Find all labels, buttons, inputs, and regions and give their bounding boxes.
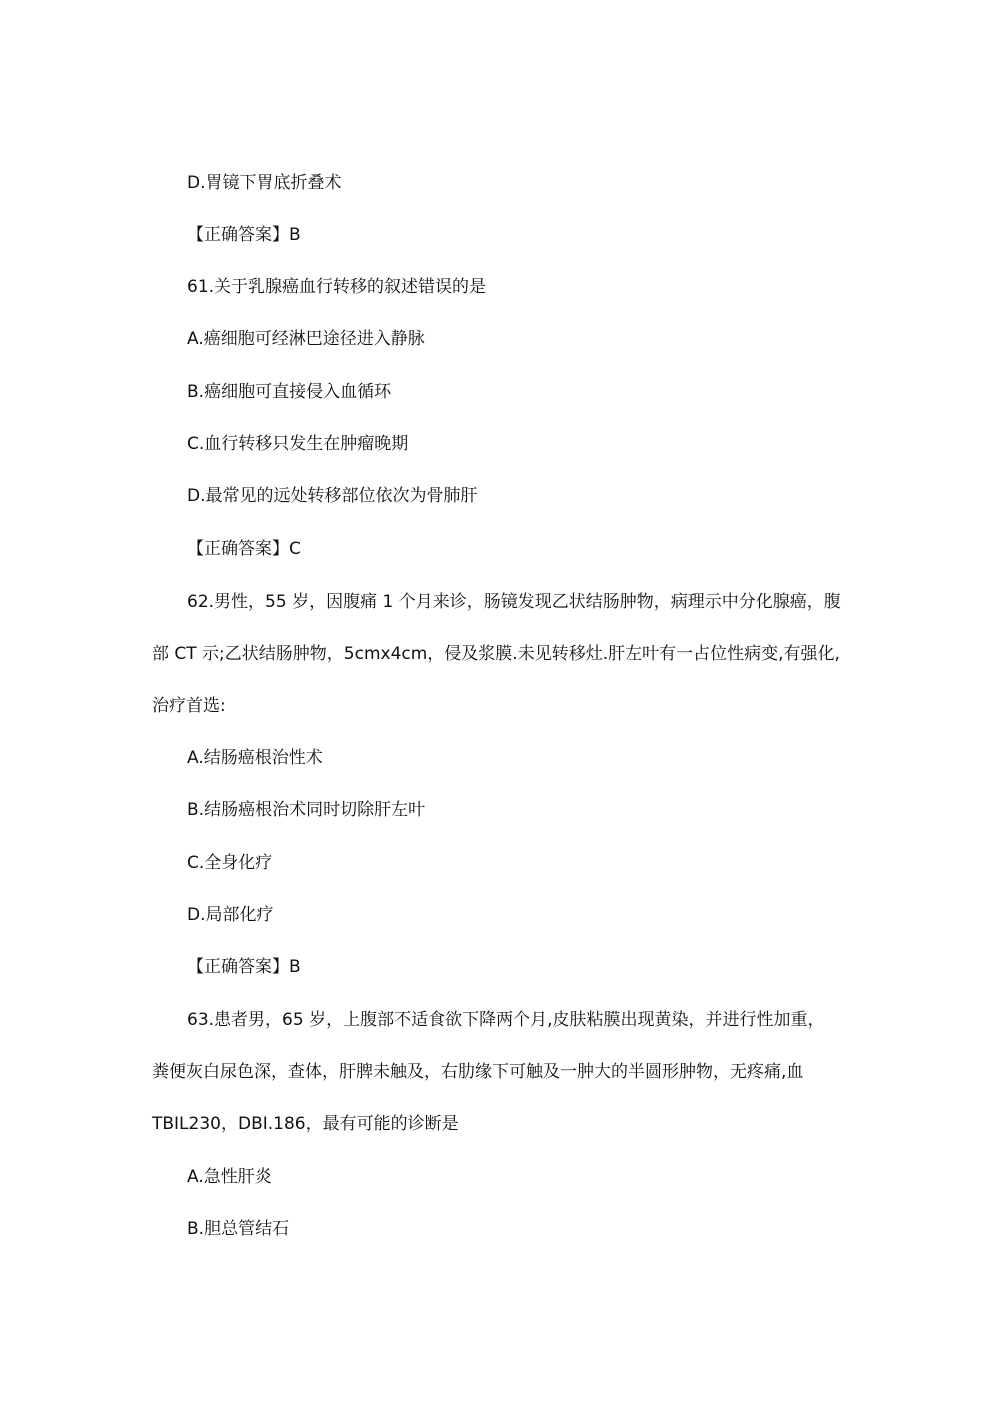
q61-answer: 【正确答案】C [187, 539, 301, 559]
q62-option-a: A.结肠癌根治性术 [187, 748, 323, 768]
q63-stem-line-1: 63.患者男，65 岁，上腹部不适食欲下降两个月,皮肤粘膜出现黄染，并进行性加重， [187, 1010, 825, 1030]
q62-stem-line-1: 62.男性，55 岁，因腹痛 1 个月来诊，肠镜发现乙状结肠肿物，病理示中分化腺癌，腹 [187, 592, 841, 612]
q63-option-b: B.胆总管结石 [187, 1219, 290, 1239]
q62-stem-line-3: 治疗首选: [152, 696, 226, 716]
q62-answer: 【正确答案】B [187, 957, 301, 977]
q61-stem: 61.关于乳腺癌血行转移的叙述错误的是 [187, 277, 487, 297]
q60-option-d: D.胃镜下胃底折叠术 [187, 173, 342, 193]
q63-option-a: A.急性肝炎 [187, 1167, 272, 1187]
q61-option-d: D.最常见的远处转移部位依次为骨肺肝 [187, 486, 478, 506]
q62-option-c: C.全身化疗 [187, 853, 273, 873]
q60-answer: 【正确答案】B [187, 225, 301, 245]
q63-stem-line-3: TBIL230，DBI.186，最有可能的诊断是 [152, 1114, 459, 1134]
q63-stem-line-2: 粪便灰白尿色深，查体，肝脾未触及，右肋缘下可触及一肿大的半圆形肿物，无疼痛,血 [152, 1062, 804, 1082]
q62-option-d: D.局部化疗 [187, 905, 274, 925]
q61-option-a: A.癌细胞可经淋巴途径进入静脉 [187, 329, 425, 349]
q61-option-c: C.血行转移只发生在肿瘤晚期 [187, 434, 409, 454]
q62-stem-line-2: 部 CT 示;乙状结肠肿物，5cmx4cm，侵及浆膜.未见转移灶.肝左叶有一占位性病变,有强化, [152, 644, 840, 664]
q61-option-b: B.癌细胞可直接侵入血循环 [187, 382, 392, 402]
q62-option-b: B.结肠癌根治术同时切除肝左叶 [187, 800, 426, 820]
